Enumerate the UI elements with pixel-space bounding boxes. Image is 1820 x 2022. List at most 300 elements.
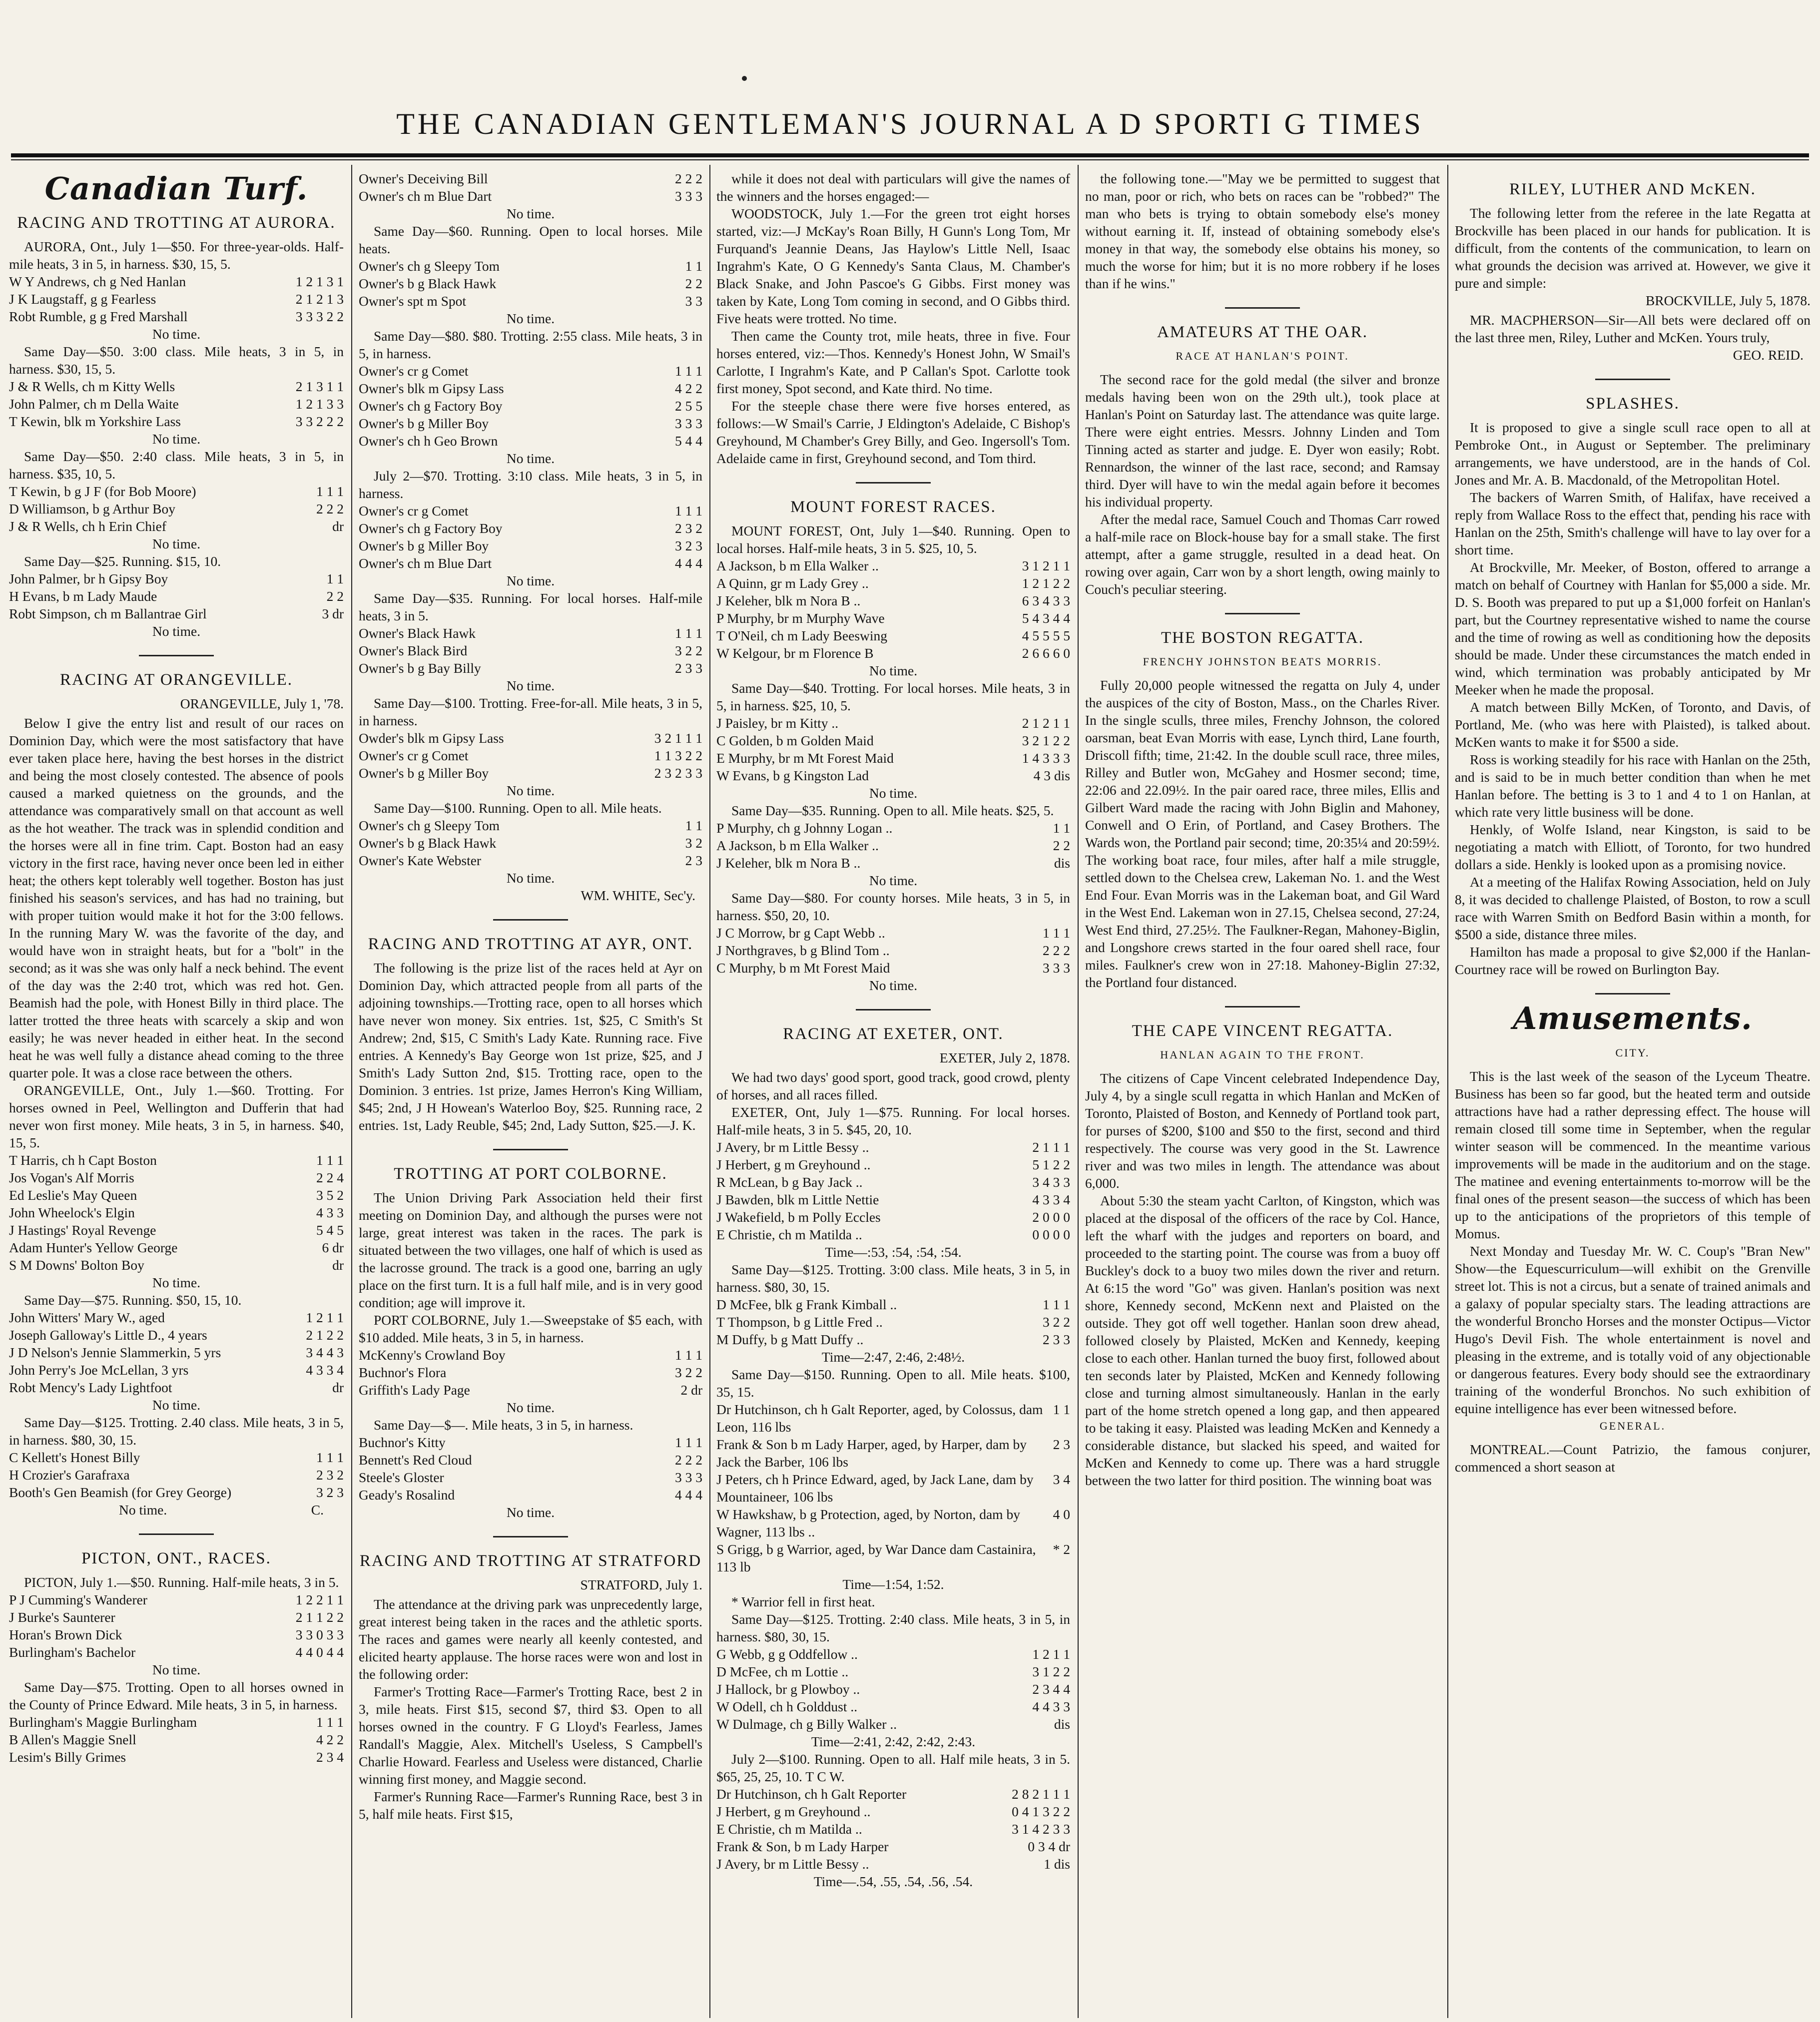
result-row: [716, 1820, 1070, 1838]
heat-placings: 4 3 3: [316, 1205, 344, 1220]
result-note: No time.: [506, 678, 555, 693]
paragraph: Same Day—$50. 3:00 class. Mile heats, 3 in 5, in harness. $30, 15, 5.: [9, 344, 344, 377]
heat-placings: 3 2 2: [675, 643, 702, 658]
heat-placings: 3 1 2 1 1: [1022, 558, 1070, 573]
result-note: Time—2:47, 2:46, 2:48½.: [821, 1349, 965, 1365]
results-table: [359, 624, 702, 677]
results-table: [359, 257, 702, 310]
horse-entry: Owner's ch m Blue Dart: [359, 188, 492, 204]
horse-entry: Owner's ch g Sleepy Tom: [359, 818, 500, 833]
horse-entry: J Avery, br m Little Bessy ..: [716, 1856, 869, 1872]
result-row: [359, 1346, 702, 1364]
result-note: No time.: [869, 873, 918, 888]
horse-entry: Owner's Black Bird: [359, 643, 468, 658]
horse-entry: Owner's ch g Factory Boy: [359, 398, 503, 414]
result-row: [716, 924, 1070, 942]
horse-entry: McKenny's Crowland Boy: [359, 1347, 506, 1363]
horse-entry: Owner's b g Miller Boy: [359, 765, 489, 781]
result-note: No time.: [869, 663, 918, 678]
horse-entry: C Murphy, b m Mt Forest Maid: [716, 960, 890, 976]
results-table: [9, 1309, 344, 1396]
heat-placings: 2 2 2: [316, 501, 344, 516]
paragraph: Same Day—$125. Trotting. 2.40 class. Mile heats, 3 in 5, in harness. $80, 30, 15.: [9, 1415, 344, 1448]
article-headline: THE CAPE VINCENT REGATTA.: [1132, 1022, 1393, 1040]
paragraph: A match between Billy McKen, of Toronto, and Davis, of Portland, Me. (who was here with Plaisted), is talked about. McKen wants to make it for $500 a side.: [1455, 699, 1811, 750]
heat-placings: dr: [332, 1257, 344, 1273]
paragraph: After the medal race, Samuel Couch and Thomas Carr rowed a half-mile race on Block-house bay for a small stake. The first attempt, after a game struggle, resulted in a dead heat. On rowing over again, Carr won by a short length, owing mainly to Couch's peculiar steering.: [1085, 511, 1440, 597]
paragraph: ORANGEVILLE, Ont., July 1.—$60. Trotting. For horses owned in Peel, Wellington and Dufferin that had never won first money. Mile heats, 3 in 5, in harness. $40, 15, 5.: [9, 1082, 344, 1150]
horse-entry: Dr Hutchinson, ch h Galt Reporter: [716, 1786, 907, 1802]
section-divider: [493, 919, 568, 921]
heat-placings: 4 4 4: [675, 555, 702, 571]
horse-entry: Owner's Black Hawk: [359, 625, 476, 641]
paragraph: We had two days' good sport, good track, good crowd, plenty of horses, and all races filled.: [716, 1069, 1070, 1102]
result-row: [359, 1434, 702, 1451]
result-row: [9, 1344, 344, 1361]
result-row: [359, 764, 702, 782]
paragraph: At Brockville, Mr. Meeker, of Boston, offered to arrange a match on behalf of Courtney with Hanlan for $5,000 a side. Mr. D. S. Booth was prepared to put up a $1,000 forfeit on Hanlan's part, but the Courtney representative wished to name the course and the time of rowing as well as conditioning how the deposits should be made. Under these circumstances the match ended in wind, which termination was probably anticipated by Mr Meeker when he made the proposal.: [1455, 559, 1811, 697]
result-row: [359, 1469, 702, 1486]
heat-placings: 4 2 2: [316, 1732, 344, 1747]
horse-entry: W Odell, ch h Golddust ..: [716, 1699, 858, 1714]
result-row: [359, 852, 702, 869]
horse-entry: T O'Neil, ch m Lady Beeswing: [716, 628, 888, 643]
result-row: [716, 1663, 1070, 1680]
result-row: [359, 170, 702, 187]
article-subheading: GENERAL.: [1599, 1420, 1666, 1432]
paragraph: AURORA, Ont., July 1—$50. For three-year-olds. Half-mile heats, 3 in 5, in harness. $30, 15, 5.: [9, 239, 344, 272]
result-note: No time.: [152, 1397, 201, 1413]
result-row: [9, 1731, 344, 1748]
heat-placings: 1 2 2 1 1: [295, 1592, 344, 1607]
paragraph: Same Day—$125. Trotting. 2:40 class. Mile heats, 3 in 5, in harness. $80, 30, 15.: [716, 1611, 1070, 1644]
result-row: [359, 519, 702, 537]
heat-placings: 2 2 2: [675, 171, 702, 186]
column-1: [9, 170, 344, 2018]
result-note: No time.: [869, 978, 918, 993]
paragraph: Same Day—$75. Running. $50, 15, 10.: [24, 1292, 242, 1308]
horse-entry: D McFee, blk g Frank Kimball ..: [716, 1297, 897, 1312]
heat-placings: 3 3 0 3 3: [295, 1627, 344, 1642]
heat-placings: 3 2 1 1 1: [654, 730, 702, 746]
horse-entry: John Palmer, ch m Della Waite: [9, 396, 179, 412]
heat-placings: 1 1 1: [675, 1435, 702, 1450]
heat-placings: 1 dis: [1044, 1856, 1070, 1872]
heat-placings: 2 6 6 6 0: [1022, 645, 1070, 661]
result-row: [716, 1208, 1070, 1226]
horse-entry: J Wakefield, b m Polly Eccles: [716, 1209, 881, 1225]
heat-placings: * 2: [1053, 1541, 1070, 1557]
horse-entry: Jos Vogan's Alf Morris: [9, 1170, 134, 1185]
article-headline: RILEY, LUTHER AND McKEN.: [1509, 180, 1756, 198]
horse-entry: A Jackson, b m Ella Walker ..: [716, 838, 879, 853]
heat-placings: 3 1 4 2 3 3: [1012, 1821, 1070, 1837]
result-note: No time.: [506, 573, 555, 588]
horse-entry: John Wheelock's Elgin: [9, 1205, 135, 1220]
horse-entry: A Jackson, b m Ella Walker ..: [716, 558, 879, 573]
horse-entry: W Evans, b g Kingston Lad: [716, 768, 869, 783]
horse-entry: Owner's cr g Comet: [359, 503, 469, 518]
results-table: [716, 819, 1070, 872]
result-row: [9, 1713, 344, 1731]
heat-placings: 3 2: [685, 835, 702, 851]
article-headline: TROTTING AT PORT COLBORNE.: [394, 1165, 667, 1183]
heat-placings: 3 3 3: [675, 416, 702, 431]
column-4: [1085, 170, 1440, 2018]
heat-placings: 2 3 2: [675, 520, 702, 536]
heat-placings: 3 3 2 2 2: [295, 414, 344, 429]
paragraph: Fully 20,000 people witnessed the regatta on July 4, under the auspices of the city of Boston, Mass., on the Charles River. In the single sculls, three miles, Frenchy Johnson, the colored oarsman, beat Evan Morris with ease, Lynch third, Lane fourth, Driscoll fifth; time, 21:42. In the double scull race, three miles, Rilley and Butler won, McGahey and Hosmer second; time, 22:06 and 22.09½. In the pair oared race, three miles, Ellis and Gilbert Ward made the racing with John Biglin and Mahoney, Conwell and O Erin, of Portland, and Casey Brothers. The Wards won, the Portland pair second; time, 20:35¼ and 20:59½. The working boat race, four miles, after half a mile struggle, settled down to the Chelsea crew, Lakeman No. 1. and the West End Four. Evan Morris was in the Lakeman boat, and Gil Ward in the West End. Lakeman won in 27.15, Chelsea second, 27:24, West End third, 27.25½. The Faulkner-Regan, Mahoney-Biglin, and Longshore crews started in the four oared shell race, four miles. Faulkner's crew won in 27:18. Mahoney-Biglin 27:32, the Portland four distanced.: [1085, 677, 1440, 990]
result-row: [716, 1471, 1070, 1506]
heat-placings: 0 3 4 dr: [1028, 1839, 1070, 1854]
horse-entry: D McFee, ch m Lottie ..: [716, 1664, 849, 1679]
heat-placings: 5 1 2 2: [1032, 1157, 1070, 1172]
heat-placings: dis: [1054, 855, 1070, 871]
heat-placings: 2 1 2 2: [306, 1327, 344, 1343]
heat-placings: 1 1: [1053, 820, 1070, 836]
heat-placings: 1 1 1: [675, 625, 702, 641]
result-row: [9, 273, 344, 290]
result-row: [359, 747, 702, 764]
result-row: [716, 1331, 1070, 1348]
result-row: [716, 1226, 1070, 1243]
result-row: [359, 624, 702, 642]
result-row: [9, 1221, 344, 1239]
horse-entry: W Dulmage, ch g Billy Walker ..: [716, 1716, 897, 1732]
column-3: [716, 170, 1070, 2018]
horse-entry: J D Nelson's Jennie Slammerkin, 5 yrs: [9, 1345, 221, 1360]
section-divider: [1225, 1006, 1300, 1008]
article-headline: RACING AT ORANGEVILLE.: [60, 671, 293, 689]
result-row: [716, 1138, 1070, 1156]
horse-entry: J Hastings' Royal Revenge: [9, 1222, 156, 1238]
heat-placings: 4 2 2: [675, 381, 702, 396]
horse-entry: Geady's Rosalind: [359, 1487, 455, 1503]
paragraph: PICTON, July 1.—$50. Running. Half-mile heats, 3 in 5.: [24, 1574, 339, 1590]
result-row: [9, 1326, 344, 1344]
section-divider: [139, 655, 214, 656]
results-table: [9, 1591, 344, 1661]
heat-placings: 1 1 3 2 2: [654, 748, 702, 763]
paragraph: MR. MACPHERSON—Sir—All bets were declared off on the last three men, Riley, Luther and McKen. Yours truly,: [1455, 312, 1811, 345]
horse-entry: Buchnor's Kitty: [359, 1435, 446, 1450]
horse-entry: Frank & Son, b m Lady Harper: [716, 1839, 889, 1854]
horse-entry: Joseph Galloway's Little D., 4 years: [9, 1327, 207, 1343]
result-row: [716, 732, 1070, 749]
heat-placings: 1 1 1: [1043, 925, 1070, 941]
heat-placings: 0 4 1 3 2 2: [1012, 1804, 1070, 1819]
heat-placings: 2 2: [1053, 838, 1070, 853]
results-table: [359, 817, 702, 869]
column-rule: [709, 165, 710, 2018]
result-row: [9, 1256, 344, 1274]
heat-placings: 2 3 2 3 3: [654, 765, 702, 781]
heat-placings: dr: [332, 518, 344, 534]
heat-placings: 4 3 3 4: [306, 1362, 344, 1378]
horse-entry: Owner's ch m Blue Dart: [359, 555, 492, 571]
article-headline: RACING AND TROTTING AT AYR, ONT.: [368, 935, 693, 953]
horse-entry: John Perry's Joe McLellan, 3 yrs: [9, 1362, 189, 1378]
result-row: [359, 1486, 702, 1504]
heat-placings: 2 1 2 1 3: [295, 291, 344, 307]
result-row: [9, 1591, 344, 1608]
heat-placings: 3 2 3: [675, 538, 702, 553]
result-row: [359, 554, 702, 572]
heat-placings: 1 1 1: [316, 1152, 344, 1168]
result-row: [716, 1855, 1070, 1873]
horse-entry: John Palmer, br h Gipsy Boy: [9, 571, 168, 586]
article-headline: AMATEURS AT THE OAR.: [1157, 323, 1368, 341]
heat-placings: 5 4 5: [316, 1222, 344, 1238]
section-divider: [856, 1009, 931, 1011]
column-rule: [1447, 165, 1448, 2018]
paragraph: EXETER, Ont, July 1—$75. Running. For local horses. Half-mile heats, 3 in 5. $45, 20, 10.: [716, 1104, 1070, 1137]
result-row: [716, 627, 1070, 644]
horse-entry: D Williamson, b g Arthur Boy: [9, 501, 175, 516]
results-table: [716, 1296, 1070, 1348]
result-row: [9, 605, 344, 622]
heat-placings: 4 5 5 5 5: [1022, 628, 1070, 643]
result-row: [716, 819, 1070, 837]
horse-entry: J Paisley, br m Kitty ..: [716, 715, 839, 731]
result-row: [359, 659, 702, 677]
paragraph: Same Day—$125. Trotting. 3:00 class. Mile heats, 3 in 5, in harness. $80, 30, 15.: [716, 1262, 1070, 1295]
result-row: [716, 609, 1070, 627]
heat-placings: 1 2 1 1: [306, 1310, 344, 1325]
horse-entry: J Keleher, blk m Nora B ..: [716, 593, 861, 608]
horse-entry: P Murphy, ch g Johnny Logan ..: [716, 820, 893, 836]
result-row: [716, 557, 1070, 574]
horse-entry: Owner's spt m Spot: [359, 293, 467, 309]
results-table: [359, 170, 702, 205]
paragraph: This is the last week of the season of the Lyceum Theatre. Business has been so far good, but the heated term and outside attractions have had a rather depressing effect. The house will remain closed till some time in September, when the regular winter season will be commenced. In the meantime various improvements will be made in the auditorium and on the stage. The matinee and evening entertainments to-morrow will be the final ones of the present season—the success of which has been up to the anticipations of the proprietors of this temple of Momus.: [1455, 1068, 1811, 1241]
horse-entry: Lesim's Billy Grimes: [9, 1749, 126, 1765]
horse-entry: R McLean, b g Bay Jack ..: [716, 1174, 863, 1190]
horse-entry: W Y Andrews, ch g Ned Hanlan: [9, 274, 186, 289]
signature-line: WM. WHITE, Sec'y.: [581, 888, 695, 903]
horse-entry: Owner's blk m Gipsy Lass: [359, 381, 504, 396]
dateline: EXETER, July 2, 1878.: [939, 1050, 1070, 1065]
results-table: [359, 1434, 702, 1504]
horse-entry: E Murphy, br m Mt Forest Maid: [716, 750, 894, 766]
heat-placings: 1 2 1 3 1: [295, 274, 344, 289]
heat-placings: 2 3 3: [1043, 1332, 1070, 1347]
result-row: [359, 397, 702, 415]
results-table: [9, 483, 344, 535]
horse-entry: Owner's b g Miller Boy: [359, 538, 489, 553]
results-table: [716, 714, 1070, 784]
column-2: [359, 170, 702, 2018]
result-row: [359, 257, 702, 275]
results-table: [359, 1346, 702, 1399]
heat-placings: 3 2 2: [1043, 1314, 1070, 1330]
result-note: No time.: [152, 1275, 201, 1290]
result-row: [359, 1364, 702, 1381]
result-row: [716, 1436, 1070, 1471]
horse-entry: P J Cumming's Wanderer: [9, 1592, 147, 1607]
paragraph: The backers of Warren Smith, of Halifax, have received a reply from Wallace Ross to the effect that, pending his race with Hanlan on the 25th, Smith's challenge will have to lay over for a short time.: [1455, 490, 1811, 557]
results-table: [9, 1713, 344, 1766]
horse-entry: C Kellett's Honest Billy: [9, 1450, 140, 1465]
paragraph: For the steeple chase there were five horses entered, as follows:—W Smail's Carrie, J Eldington's Adelaide, C Bishop's Greyhound, M Chamber's Grey Billy, and Geo. Ingersoll's Tom. Adelaide came in first, Greyhound second, and Tom third.: [716, 398, 1070, 466]
result-row: [716, 1803, 1070, 1820]
result-row: [716, 1296, 1070, 1313]
horse-entry: J Avery, br m Little Bessy ..: [716, 1139, 869, 1155]
result-row: [359, 1381, 702, 1399]
result-note: No time.: [506, 206, 555, 221]
horse-entry: G Webb, g g Oddfellow ..: [716, 1646, 858, 1662]
horse-entry: Ed Leslie's May Queen: [9, 1187, 137, 1203]
heat-placings: 1 1 1: [675, 363, 702, 379]
horse-entry: P Murphy, br m Murphy Wave: [716, 610, 885, 626]
heat-placings: 5 4 4: [675, 433, 702, 449]
horse-entry: J Burke's Saunterer: [9, 1609, 115, 1625]
paragraph: while it does not deal with particulars will give the names of the winners and the horses engaged:—: [716, 171, 1070, 204]
horse-entry: T Kewin, b g J F (for Bob Moore): [9, 484, 196, 499]
section-divider: [1595, 993, 1670, 995]
paragraph: The citizens of Cape Vincent celebrated Independence Day, July 4, by a single scull regatta in which Hanlan and McKen of Toronto, Plaisted of Boston, and Kennedy of Portland took part, for purses of $200, $100 and $50 to the first, second and third respectively. The course was very good in the St. Lawrence river and was two miles in length. The attendance was about 6,000.: [1085, 1070, 1440, 1191]
result-row: [359, 834, 702, 852]
result-row: [359, 1451, 702, 1469]
result-note: Time—.54, .55, .54, .56, .54.: [813, 1874, 973, 1889]
article-headline: THE BOSTON REGATTA.: [1161, 629, 1364, 647]
horse-entry: Robt Mency's Lady Lightfoot: [9, 1380, 172, 1395]
paragraph: July 2—$70. Trotting. 3:10 class. Mile heats, 3 in 5, in harness.: [359, 468, 702, 501]
horse-entry: Owner's Deceiving Bill: [359, 171, 488, 186]
horse-entry: Owner's b g Bay Billy: [359, 660, 481, 676]
heat-placings: 4 4 3 3: [1032, 1699, 1070, 1714]
heat-placings: 2 1 3 1 1: [295, 379, 344, 394]
article-headline: MOUNT FOREST RACES.: [790, 498, 996, 516]
heat-placings: 1 1 1: [675, 1347, 702, 1363]
horse-entry: T Thompson, b g Little Fred ..: [716, 1314, 883, 1330]
result-row: [9, 517, 344, 535]
paragraph: Same Day—$40. Trotting. For local horses. Mile heats, 3 in 5, in harness. $25, 10, 5.: [716, 680, 1070, 713]
section-divider: [1225, 613, 1300, 614]
horse-entry: Bennett's Red Cloud: [359, 1452, 472, 1468]
results-table: [716, 1785, 1070, 1873]
heat-placings: 3 2 2: [675, 1365, 702, 1380]
result-row: [716, 592, 1070, 609]
horse-entry: Owner's b g Black Hawk: [359, 276, 497, 291]
results-table: [716, 1138, 1070, 1243]
heat-placings: 4 0: [1053, 1507, 1070, 1522]
paragraph: The following is the prize list of the races held at Ayr on Dominion Day, which attracted people from all parts of the adjoining townships.—Trotting race, open to all horses which have never won money. Six entries. 1st, $25, C Smith's St Andrew; 2nd, $15, C Smith's Lady Kate. Running race. Five entries. A Kennedy's Bay George won 1st prize, $25, and J Smith's Lady Sutton 2nd, $15. Trotting race, open to the Dominion. 3 entries. 1st prize, James Herron's King William, $45; 2nd, J H Howean's Waterloo Boy, $25. Running race, 2 entries. 1st, Lady Reuble, $45; 2nd, Lady Sutton, $25.—J. K.: [359, 960, 702, 1133]
results-table: [9, 570, 344, 622]
paragraph: Same Day—$50. 2:40 class. Mile heats, 3 in 5, in harness. $35, 10, 5.: [9, 449, 344, 482]
result-row: [9, 483, 344, 500]
results-table: [9, 273, 344, 325]
results-table: [716, 1645, 1070, 1733]
heat-placings: 3 3 3: [675, 188, 702, 204]
heat-placings: 1 1 1: [316, 1450, 344, 1465]
horse-entry: John Witters' Mary W., aged: [9, 1310, 165, 1325]
heat-placings: 6 3 4 3 3: [1022, 593, 1070, 608]
result-note: No time.: [152, 431, 201, 447]
horse-entry: Owner's ch g Factory Boy: [359, 520, 503, 536]
horse-entry: Owner's ch h Geo Brown: [359, 433, 498, 449]
horse-entry: J Peters, ch h Prince Edward, aged, by Jack Lane, dam by Mountaineer, 106 lbs: [716, 1472, 1034, 1505]
heat-placings: 1 4 3 3 3: [1022, 750, 1070, 766]
results-table: [9, 1151, 344, 1274]
results-table: [359, 502, 702, 572]
result-note: No time.: [506, 1400, 555, 1415]
heat-placings: dis: [1054, 1716, 1070, 1732]
department-heading: Amusements.: [1513, 1000, 1753, 1036]
paragraph: The Union Driving Park Association held their first meeting on Dominion Day, and although the purses were not large, great interest was taken in the races. The park is situated between the two villages, one half of which is used as the lacrosse ground. The track is a good one, barring an ugly place on the first turn. It is a full half mile, and is in very good condition; age will improve it.: [359, 1190, 702, 1310]
heat-placings: 1 1 1: [316, 1714, 344, 1730]
result-note: No time.: [506, 870, 555, 886]
result-row: [359, 415, 702, 432]
result-row: [716, 574, 1070, 592]
result-note: No time.: [506, 1505, 555, 1520]
heat-placings: 2 1 1 2 2: [295, 1609, 344, 1625]
paragraph: Hamilton has made a proposal to give $2,000 if the Hanlan-Courtney race will be rowed on Burlington Bay.: [1455, 944, 1811, 977]
heat-placings: 2 1 2 1 1: [1022, 715, 1070, 731]
heat-placings: 3 4: [1053, 1472, 1070, 1487]
result-row: [9, 587, 344, 605]
paragraph: Same Day—$25. Running. $15, 10.: [24, 553, 221, 569]
result-row: [9, 1379, 344, 1396]
result-row: [716, 1698, 1070, 1715]
paragraph: The attendance at the driving park was unprecedently large, great interest being taken in the races and the athletic sports. The races and games were nearly all keenly contested, and elicited hearty applause. The horse races were won and lost in the following order:: [359, 1596, 702, 1682]
horse-entry: W Kelgour, br m Florence B: [716, 645, 874, 661]
result-row: [9, 1484, 344, 1501]
horse-entry: S M Downs' Bolton Boy: [9, 1257, 144, 1273]
heat-placings: 1 1: [685, 818, 702, 833]
heat-placings: 1 1 1: [1043, 1297, 1070, 1312]
result-row: [359, 432, 702, 450]
section-divider: [493, 1149, 568, 1150]
paragraph: Same Day—$150. Running. Open to all. Mile heats. $100, 35, 15.: [716, 1367, 1070, 1400]
horse-entry: B Allen's Maggie Snell: [9, 1732, 136, 1747]
article-headline: PICTON, ONT., RACES.: [81, 1549, 271, 1567]
result-row: [9, 1204, 344, 1221]
heat-placings: 1 1: [1053, 1402, 1070, 1417]
masthead-rule-light: [11, 159, 1809, 160]
result-row: [716, 959, 1070, 977]
paragraph: Same Day—$35. Running. For local horses. Half-mile heats, 3 in 5.: [359, 590, 702, 623]
result-row: [716, 644, 1070, 662]
horse-entry: Buchnor's Flora: [359, 1365, 447, 1380]
result-row: [9, 395, 344, 413]
heat-placings: 3 5 2: [316, 1187, 344, 1203]
heat-placings: 4 4 0 4 4: [295, 1644, 344, 1660]
paragraph: Same Day—$35. Running. Open to all. Mile heats. $25, 5.: [731, 803, 1054, 818]
result-row: [359, 275, 702, 292]
article-subheading: CITY.: [1615, 1046, 1650, 1059]
result-row: [359, 380, 702, 397]
horse-entry: J Hallock, br g Plowboy ..: [716, 1681, 860, 1697]
heat-placings: 6 dr: [322, 1240, 344, 1255]
paragraph: MOUNT FOREST, Ont, July 1—$40. Running. Open to local horses. Half-mile heats, 3 in 5. $25, 10, 5.: [716, 523, 1070, 556]
result-row: [716, 1540, 1070, 1575]
result-row: [9, 1169, 344, 1186]
article-subheading: HANLAN AGAIN TO THE FRONT.: [1160, 1048, 1365, 1061]
horse-entry: J & R Wells, ch m Kitty Wells: [9, 379, 175, 394]
result-note: Time—1:54, 1:52.: [842, 1576, 944, 1592]
paragraph: Below I give the entry list and result of our races on Dominion Day, which were the most satisfactory that have ever taken place here, having the best horses in the district and being the most closely contested. The absence of pools caused a marked quietness on the grounds, and the attendance was comparatively small on that account as well as the hot weather. The track was in splendid condition and the horses were all in fine trim. Capt. Boston had an easy victory in the first race, having never once been led in either heat; the others kept tolerably well together. Boston has just finished his season's services, and has had no training, but with proper tuition would make it hot for the 3:00 fellows. In the running Mary W. was the favorite of the day, and would have won in straight heats, but for a "bolt" in the second; as it was she was only half a neck behind. The event of the day was the 2:40 trot, which was red hot. Gen. Beamish had the pole, with Honest Billy in third place. The latter trotted the three heats with scarcely a skip and won easily; he was never headed in either heat. In the second heat he was well fully a distance ahead coming to the three quarter pole. It was a close race between the others.: [9, 715, 344, 1080]
heat-placings: 3 2 1 2 2: [1022, 733, 1070, 748]
horse-entry: Owder's blk m Gipsy Lass: [359, 730, 504, 746]
horse-entry: T Kewin, blk m Yorkshire Lass: [9, 414, 181, 429]
horse-entry: C Golden, b m Golden Maid: [716, 733, 874, 748]
results-table: [359, 362, 702, 450]
dateline: ORANGEVILLE, July 1, '78.: [180, 696, 344, 711]
article-headline: SPLASHES.: [1586, 395, 1680, 413]
result-note: No time.: [506, 451, 555, 466]
result-row: [359, 642, 702, 659]
